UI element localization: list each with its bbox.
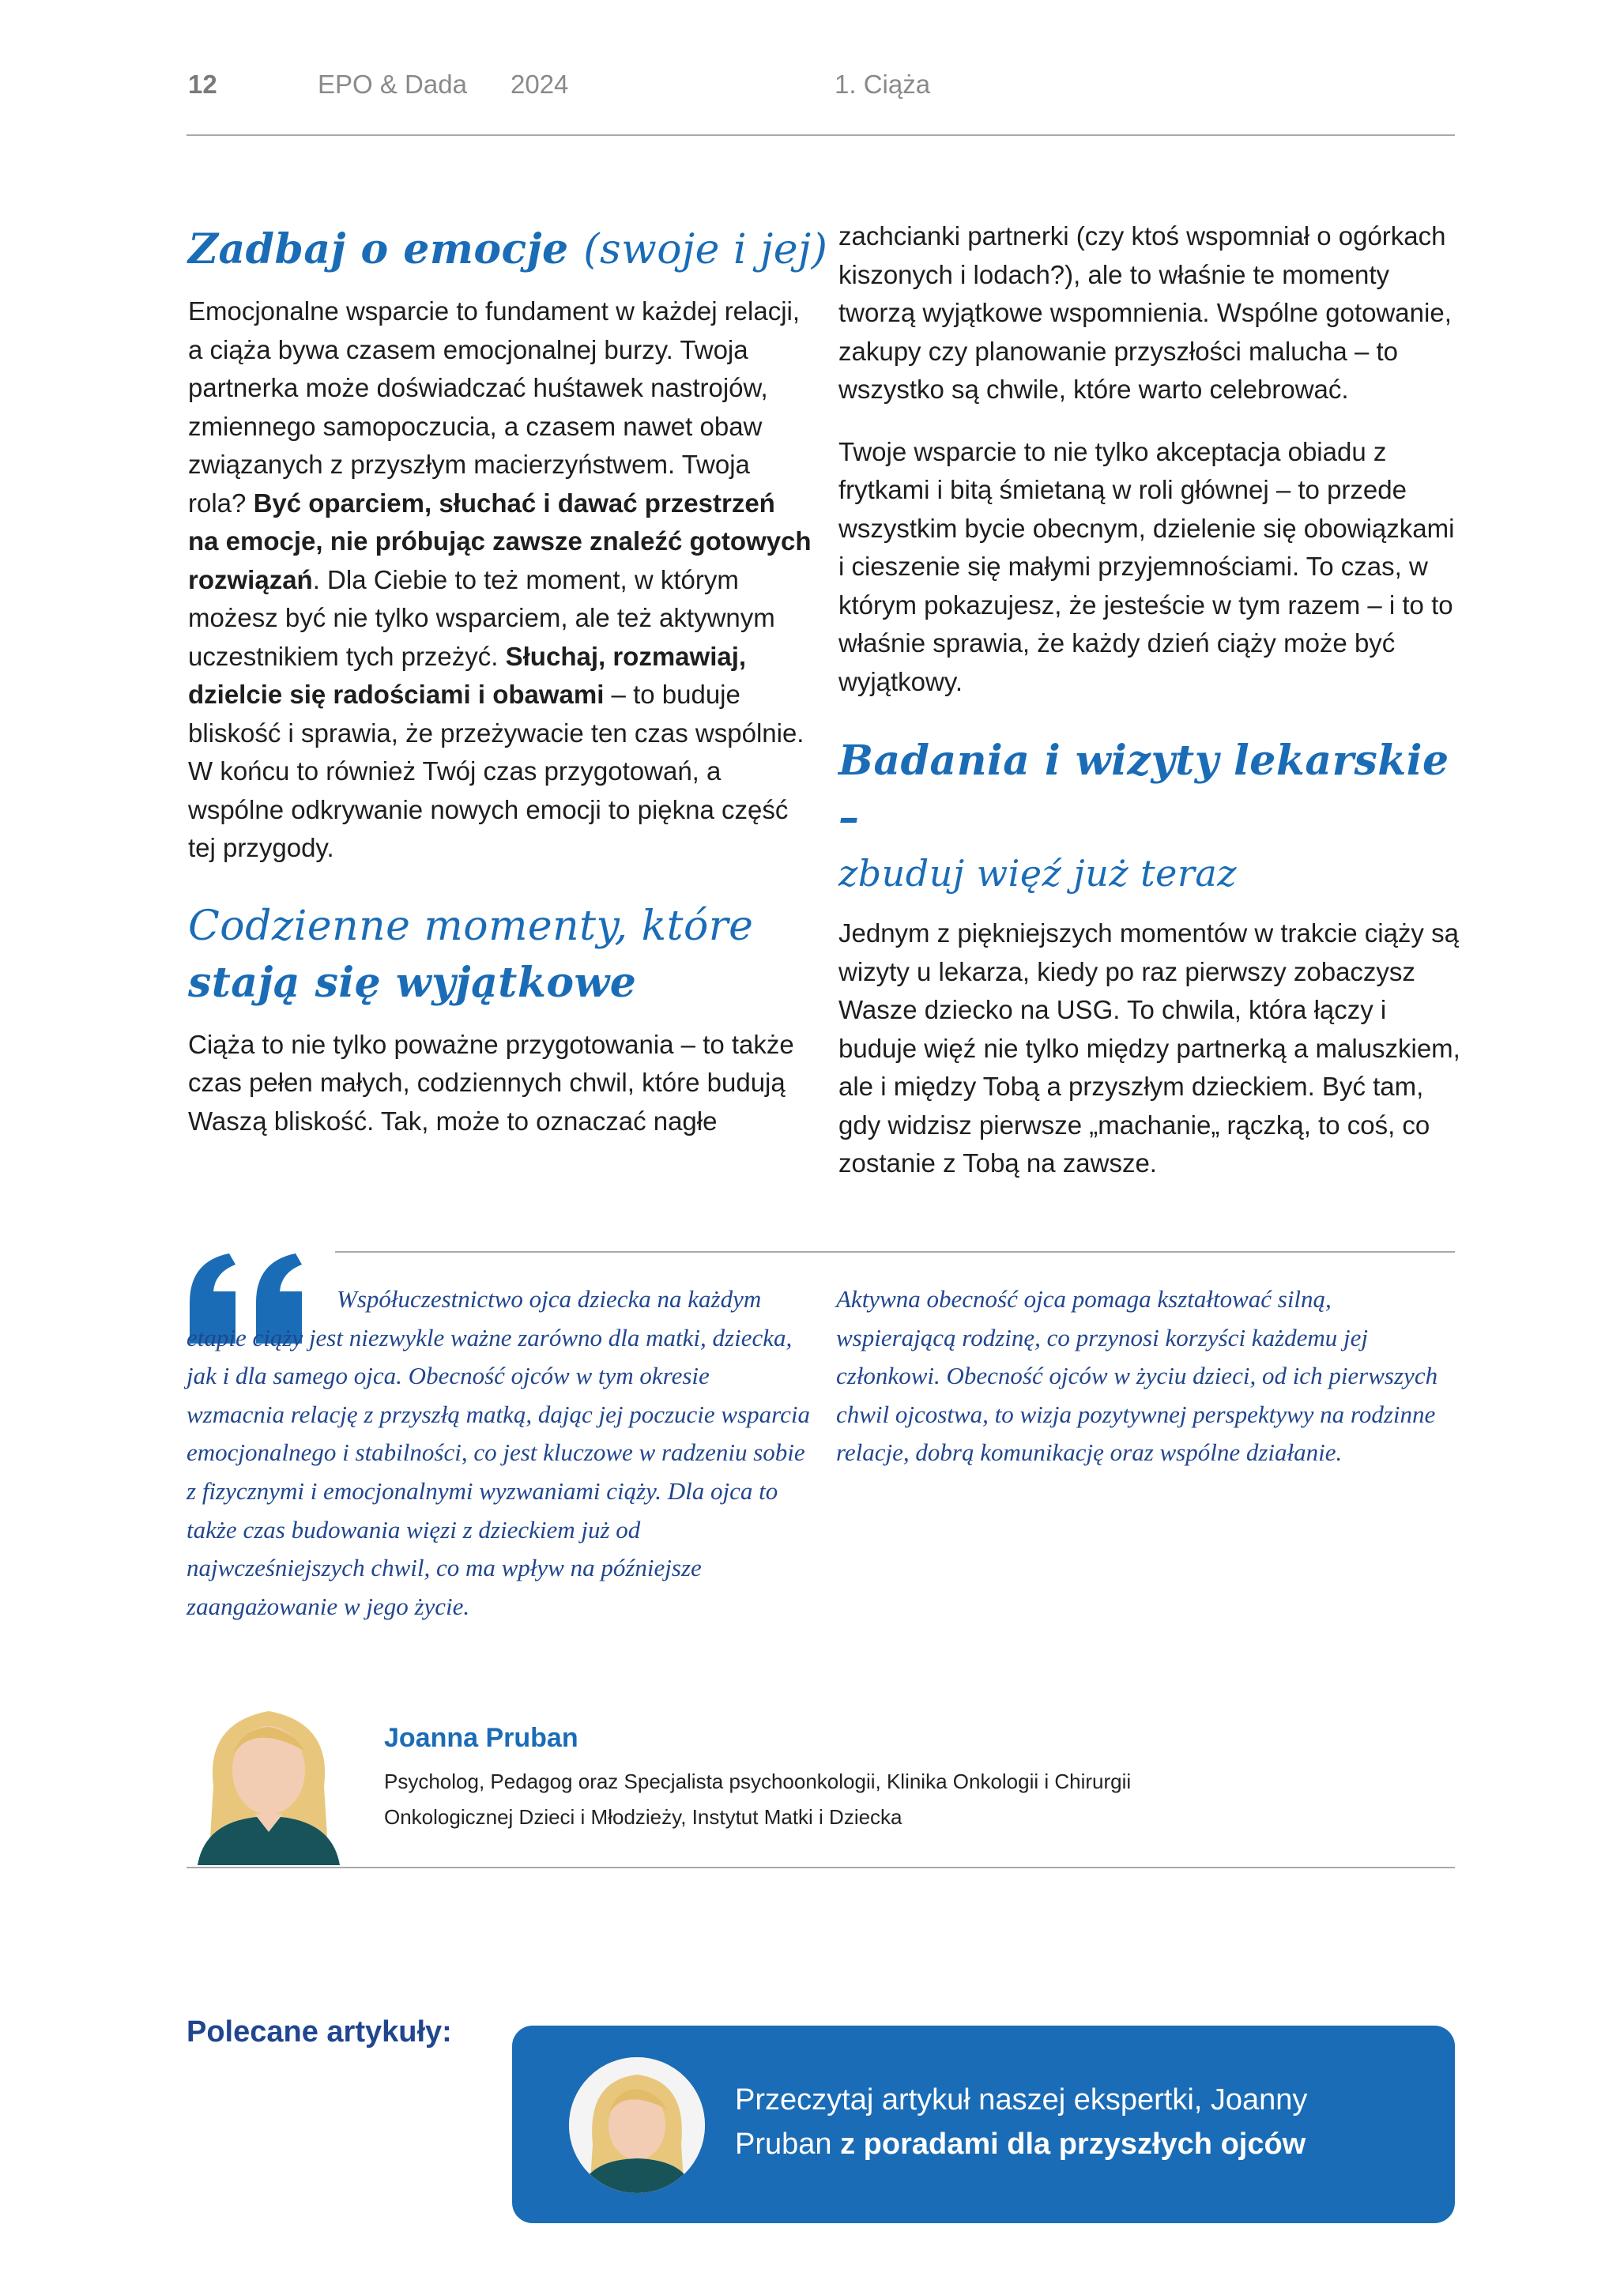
right-column bbox=[838, 217, 1463, 1207]
quote-left-text: Współuczestnictwo ojca dziecka na każdym etapie ciąży jest niezwykle ważne zarówno dla matki, dziecka, jak i dla samego ojca. Obecność ojców w tym okresie wzmacnia relację z przyszłą matką, dając jej poczucie wsparcia emocjonalnego i stabilności, co jest kluczowe w radzeniu sobie z fizycznymi i emocjonalnymi wyzwaniami ciąży. Dla ojca to także czas budowania więzi z dzieckiem już od najwcześniejszych chwil, co ma wpływ na późniejsze zaangażowanie w jego życie. bbox=[187, 1285, 810, 1620]
recommended-text-bold: z poradami dla przyszłych ojców bbox=[840, 2128, 1306, 2161]
header-divider bbox=[187, 134, 1455, 136]
checkups-heading-sub: zbuduj więź już teraz bbox=[838, 852, 1238, 895]
emotions-bold-2: Słuchaj, rozmawiaj, dzielcie się radościami i obawami bbox=[188, 641, 747, 709]
checkups-heading-main: Badania i wizyty lekarskie – bbox=[838, 737, 1449, 842]
recommended-author-avatar bbox=[569, 2057, 705, 2193]
moments-heading-thin: Codzienne momenty, które bbox=[188, 902, 754, 950]
publication-name: EPO & Dada bbox=[318, 70, 467, 99]
chapter-title: 1. Ciąża bbox=[835, 70, 931, 99]
emotions-heading-paren: (swoje i jej) bbox=[583, 226, 828, 273]
page-number: 12 bbox=[188, 70, 217, 99]
moments-paragraph-1: Ciąża to nie tylko poważne przygotowania – to także czas pełen małych, codziennych chwil, które budują Waszą bliskość. Tak, może to oznaczać nagłe bbox=[188, 1029, 794, 1136]
checkups-paragraph: Jednym z piękniejszych momentów w trakcie ciąży są wizyty u lekarza, kiedy po raz pierwszy zobaczysz Wasze dziecko na USG. To chwila, która łączy i buduje więź nie tylko między partnerką a maluszkiem, ale i między Tobą a przyszłym dzieckiem. Być tam, gdy widzisz pierwsze „machanie„ rączką, to coś, co zostanie z Tobą na zawsze. bbox=[838, 918, 1460, 1178]
quote-divider-top bbox=[335, 1251, 1455, 1253]
moments-heading-bold: stają się wyjątkowe bbox=[188, 958, 637, 1007]
emotions-text-2: . Dla Ciebie to też moment, w którym możesz być nie tylko wsparciem, ale też aktywnym uczestnikiem tych przeżyć. bbox=[188, 564, 775, 671]
author-role: Psycholog, Pedagog oraz Specjalista psychoonkologii, Klinika Onkologii i Chirurgii Onkologicznej Dzieci i Młodzieży, Instytut Matki i Dziecka bbox=[384, 1770, 1132, 1829]
moments-heading bbox=[188, 898, 812, 1012]
moments-paragraph-1-continued: zachcianki partnerki (czy ktoś wspomniał o ogórkach kiszonych i lodach?), ale to właśnie te momenty tworzą wyjątkowe wspomnienia. Wspólne gotowanie, zakupy czy planowanie przyszłości malucha – to wszystko są chwile, które warto celebrować. bbox=[838, 221, 1452, 404]
recommended-title: Polecane artykuły: bbox=[187, 2015, 452, 2049]
recommended-card-text[interactable] bbox=[735, 2078, 1383, 2166]
checkups-heading bbox=[838, 733, 1463, 900]
author-name: Joanna Pruban bbox=[384, 1723, 578, 1753]
emotions-heading-main: Zadbaj o emocje bbox=[188, 225, 584, 273]
moments-paragraph-2: Twoje wsparcie to nie tylko akceptacja obiadu z frytkami i bitą śmietaną w roli głównej – to przede wszystkim bycie obecnym, dzielenie się obowiązkami i cieszenie się małymi przyjemnościami. To czas, w którym pokazujesz, że jesteście w tym razem – i to to właśnie sprawia, że każdy dzień ciąży może być wyjątkowy. bbox=[838, 436, 1455, 696]
quote-right-text: Aktywna obecność ojca pomaga kształtować silną, wspierającą rodzinę, co przynosi korzyści każdemu jej członkowi. Obecność ojców w życiu dzieci, od ich pierwszych chwil ojcostwa, to wizja pozytywnej perspektywy na rodzinne relacje, dobrą komunikację oraz wspólne działanie. bbox=[836, 1285, 1438, 1467]
left-column bbox=[188, 221, 828, 1164]
emotions-text-3: – to buduje bliskość i sprawia, że przeżywacie ten czas wspólnie. W końcu to również Twój czas przygotowań, a wspólne odkrywanie nowych emocji to piękna część tej przygody. bbox=[188, 680, 804, 862]
emotions-paragraph bbox=[188, 292, 812, 868]
emotions-bold-1: Być oparciem, słuchać i dawać przestrzeń na emocje, nie próbując zawsze znaleźć gotowych rozwiązań bbox=[188, 488, 812, 594]
emotions-text-1: Emocjonalne wsparcie to fundament w każdej relacji, a ciąża bywa czasem emocjonalnej burzy. Twoja partnerka może doświadczać huśtawek nastrojów, zmiennego samopoczucia, a czasem nawet obaw związanych z przyszłym macierzyństwem. Twoja rola? bbox=[188, 296, 801, 518]
recommended-article-card[interactable] bbox=[512, 2026, 1455, 2223]
emotions-heading bbox=[188, 221, 828, 278]
recommended-text-regular: Przeczytaj artykuł naszej ekspertki, Joanny Pruban bbox=[735, 2083, 1308, 2161]
quote-divider-bottom bbox=[187, 1867, 1455, 1868]
publication-year: 2024 bbox=[511, 70, 569, 99]
author-photo bbox=[190, 1691, 348, 1865]
